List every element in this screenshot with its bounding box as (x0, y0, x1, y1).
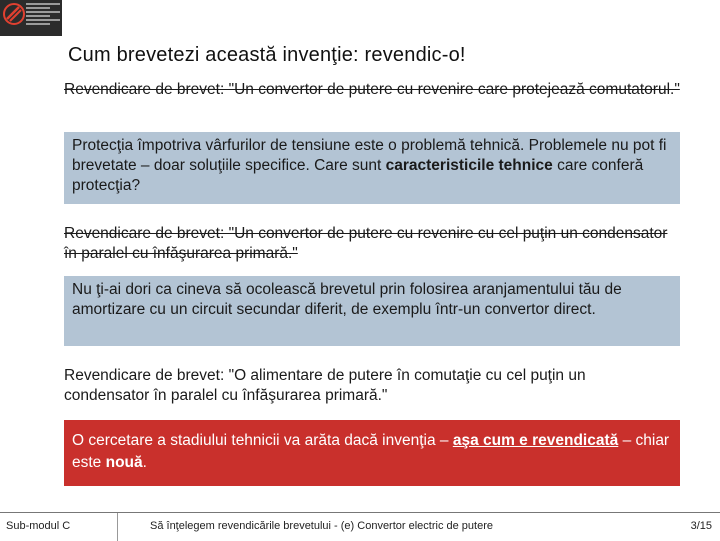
box-3-text-b: – chiar este (72, 432, 670, 471)
footer-module: Sub-modul C (0, 513, 118, 541)
box-1-bold: caracteristicile tehnice (385, 157, 553, 174)
logo-text-lines (26, 3, 60, 27)
claim-3-text: Revendicare de brevet: "O alimentare de putere în comutaţie cu cel puţin un condensator în paralel cu înfăşurarea primară." (64, 367, 586, 404)
footer-page-number: 3/15 (690, 520, 712, 532)
epo-logo-icon (2, 2, 26, 26)
box-3-underline: aşa cum e revendicată (452, 432, 619, 449)
footer (0, 512, 720, 541)
box-3-text-a: O cercetare a stadiului tehnicii va arăta dacă invenţia – (72, 432, 453, 449)
box-3-bold: nouă (105, 454, 143, 471)
box-1-text-b: care conferă protecţia? (72, 157, 644, 194)
claim-1-text: Revendicare de brevet: "Un convertor de putere cu revenire care protejează comutatorul." (64, 81, 680, 98)
page-title: Cum brevetezi această invenţie: revendic-o! (68, 44, 466, 66)
epo-logo (0, 0, 62, 36)
claim-2-text: Revendicare de brevet: "Un convertor de putere cu revenire cu cel puţin un condensator în paralel cu înfăşurarea primară." (64, 225, 668, 262)
conclusion-box (64, 420, 680, 486)
explanation-box-1 (64, 132, 680, 204)
box-3-text-c: . (142, 454, 147, 471)
box-1-text-a: Protecţia împotriva vârfurilor de tensiune este o problemă tehnică. Problemele nu pot fi brevetate – doar soluţiile specifice. Care sunt (72, 137, 667, 174)
footer-course-title: Să înţelegem revendicările brevetului - (e) Convertor electric de putere (150, 520, 493, 532)
explanation-box-2: Nu ţi-ai dori ca cineva să ocolească brevetul prin folosirea aranjamentului tău de amortizare cu un circuit secundar diferit, de exemplu într-un convertor direct. (64, 276, 680, 346)
